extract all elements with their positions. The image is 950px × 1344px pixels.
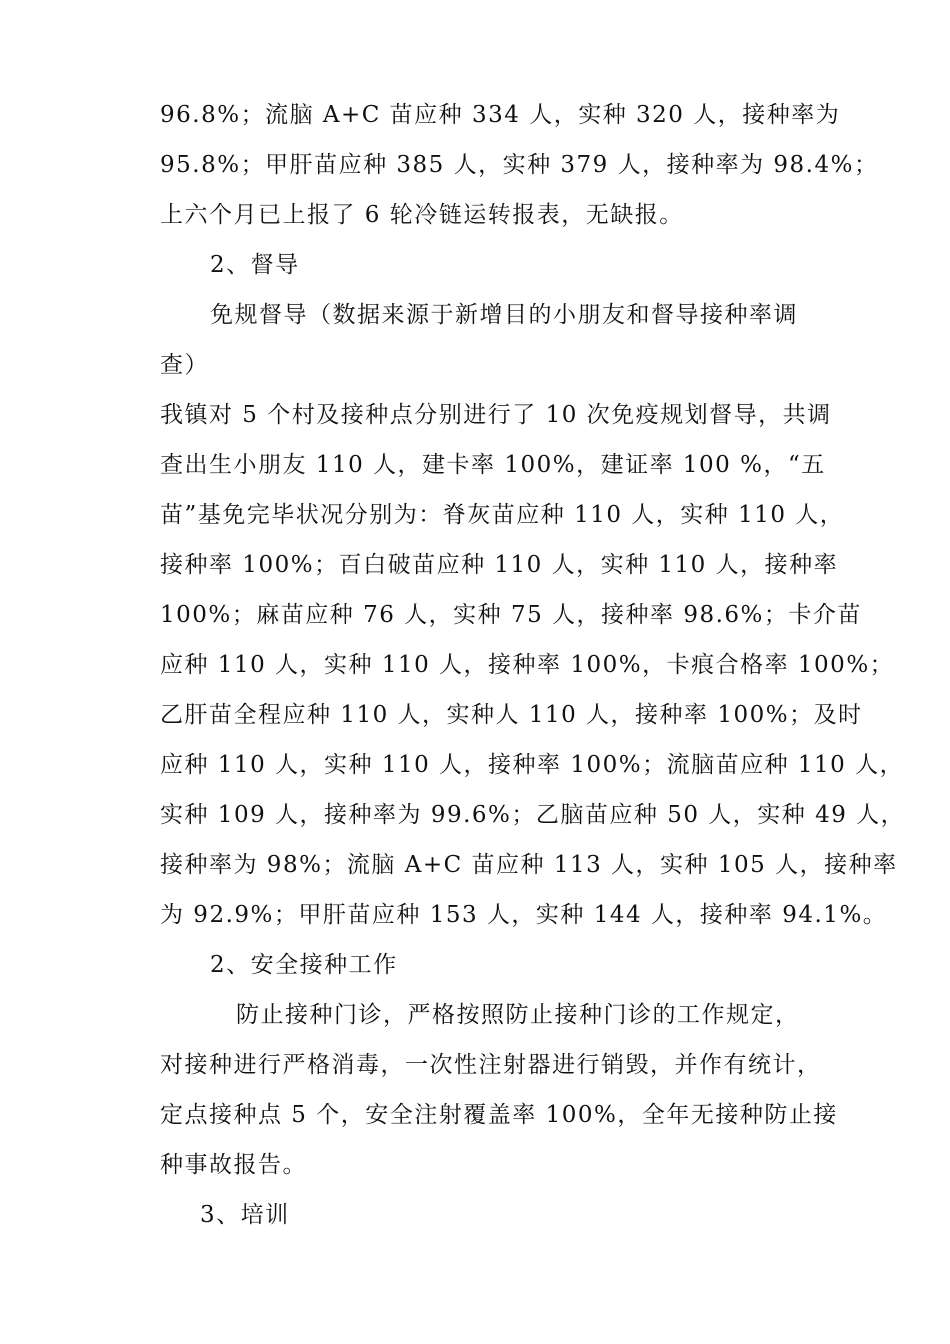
text-line-15: 实种 109 人，接种率为 99.6%；乙脑苗应种 50 人，实种 49 人，: [160, 802, 906, 828]
text-line-12: 应种 110 人，实种 110 人，接种率 100%，卡痕合格率 100%；: [160, 652, 895, 678]
text-line-11: 100%；麻苗应种 76 人，实种 75 人，接种率 98.6%；卡介苗: [160, 602, 862, 628]
text-line-1: 96.8%；流脑 A+C 苗应种 334 人，实种 320 人，接种率为: [160, 102, 841, 128]
section-heading-training: 3、培训: [200, 1202, 290, 1228]
text-line-7: 我镇对 5 个村及接种点分别进行了 10 次免疫规划督导，共调: [160, 402, 832, 428]
text-line-22: 种事故报告。: [160, 1152, 307, 1178]
section-heading-supervision: 2、督导: [210, 252, 300, 278]
text-line-5: 免规督导（数据来源于新增目的小朋友和督导接种率调: [210, 302, 798, 328]
text-line-21: 定点接种点 5 个，安全注射覆盖率 100%，全年无接种防止接: [160, 1102, 838, 1128]
text-line-10: 接种率 100%；百白破苗应种 110 人，实种 110 人，接种率: [160, 552, 839, 578]
text-line-8: 查出生小朋友 110 人，建卡率 100%，建证率 100 %，“五: [160, 452, 826, 478]
text-line-19: 防止接种门诊，严格按照防止接种门诊的工作规定，: [236, 1002, 800, 1028]
text-line-13: 乙肝苗全程应种 110 人，实种人 110 人，接种率 100%；及时: [160, 702, 863, 728]
text-line-16: 接种率为 98%；流脑 A+C 苗应种 113 人，实种 105 人，接种率: [160, 852, 898, 878]
section-heading-safe-vaccination: 2、安全接种工作: [210, 952, 398, 978]
text-line-3: 上六个月已上报了 6 轮冷链运转报表，无缺报。: [160, 202, 684, 228]
text-line-14: 应种 110 人，实种 110 人，接种率 100%；流脑苗应种 110 人，: [160, 752, 905, 778]
text-line-6: 查）: [160, 352, 209, 378]
text-line-17: 为 92.9%；甲肝苗应种 153 人，实种 144 人，接种率 94.1%。: [160, 902, 888, 928]
text-line-2: 95.8%；甲肝苗应种 385 人，实种 379 人，接种率为 98.4%；: [160, 152, 879, 178]
text-line-20: 对接种进行严格消毒，一次性注射器进行销毁，并作有统计，: [160, 1052, 822, 1078]
text-line-9: 苗”基免完毕状况分别为：脊灰苗应种 110 人，实种 110 人，: [160, 502, 845, 528]
